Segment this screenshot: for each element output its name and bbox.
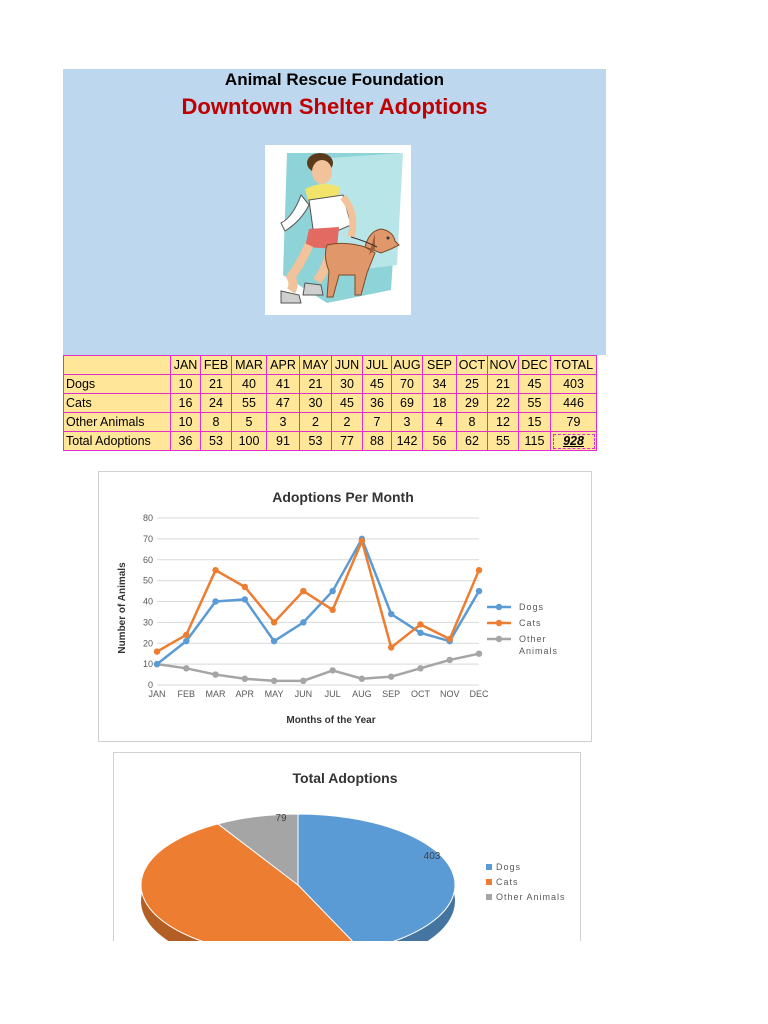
table-cell: 2 bbox=[332, 413, 363, 432]
line-point-dogs bbox=[388, 611, 394, 617]
line-series-other-animals bbox=[157, 654, 479, 681]
line-point-cats bbox=[300, 588, 306, 594]
pie-data-label: 79 bbox=[275, 813, 287, 824]
table-cell: 5 bbox=[232, 413, 267, 432]
table-cell: 22 bbox=[488, 394, 519, 413]
table-cell: 88 bbox=[363, 432, 392, 451]
line-chart-ylabel: Number of Animals bbox=[117, 562, 128, 654]
table-header-row bbox=[64, 356, 597, 375]
line-chart-x-tick: MAR bbox=[205, 689, 226, 699]
line-chart-x-tick: DEC bbox=[469, 689, 489, 699]
table-header-cell: FEB bbox=[201, 356, 232, 375]
table-cell: 24 bbox=[201, 394, 232, 413]
line-point-cats bbox=[183, 632, 189, 638]
table-cell: 21 bbox=[300, 375, 332, 394]
line-point-cats bbox=[476, 567, 482, 573]
table-row bbox=[64, 432, 597, 451]
table-cell: 29 bbox=[457, 394, 488, 413]
table-cell: 55 bbox=[232, 394, 267, 413]
line-point-dogs bbox=[154, 661, 160, 667]
table-header-cell: APR bbox=[267, 356, 300, 375]
table-cell: 40 bbox=[232, 375, 267, 394]
line-point-dogs bbox=[300, 619, 306, 625]
line-point-other-animals bbox=[388, 673, 394, 679]
line-point-cats bbox=[447, 636, 453, 642]
pie-legend-label: Other Animals bbox=[496, 892, 566, 902]
line-chart-y-tick: 60 bbox=[142, 554, 153, 565]
line-chart-y-tick: 0 bbox=[147, 680, 153, 690]
table-cell: 8 bbox=[457, 413, 488, 432]
line-chart-y-tick: 70 bbox=[142, 533, 153, 544]
table-cell: 8 bbox=[201, 413, 232, 432]
table-cell: 30 bbox=[300, 394, 332, 413]
pie-legend-swatch bbox=[486, 879, 492, 885]
line-chart-x-tick: JUL bbox=[324, 689, 341, 699]
line-chart-svg bbox=[99, 472, 591, 741]
table-header-cell: JUL bbox=[363, 356, 392, 375]
table-header-cell: JAN bbox=[171, 356, 201, 375]
table-cell: 45 bbox=[519, 375, 551, 394]
line-point-cats bbox=[271, 619, 277, 625]
line-chart-x-tick: OCT bbox=[410, 689, 430, 699]
table-cell: 115 bbox=[519, 432, 551, 451]
table-row bbox=[64, 375, 597, 394]
line-chart-x-tick: APR bbox=[235, 689, 255, 699]
line-chart-y-tick: 40 bbox=[142, 596, 153, 607]
table-row bbox=[64, 394, 597, 413]
line-point-other-animals bbox=[212, 671, 218, 677]
line-point-dogs bbox=[212, 598, 218, 604]
line-chart-x-tick: FEB bbox=[177, 689, 196, 699]
line-point-dogs bbox=[242, 596, 248, 602]
line-point-cats bbox=[417, 621, 423, 627]
table-cell: 25 bbox=[457, 375, 488, 394]
legend-marker bbox=[496, 620, 502, 626]
table-cell: 18 bbox=[423, 394, 457, 413]
table-cell: 91 bbox=[267, 432, 300, 451]
table-header-cell: JUN bbox=[332, 356, 363, 375]
line-chart-y-tick: 30 bbox=[142, 617, 153, 628]
legend-marker bbox=[496, 604, 502, 610]
table-row-label: Total Adoptions bbox=[64, 432, 171, 451]
table-cell: 70 bbox=[392, 375, 423, 394]
table-header-cell: OCT bbox=[457, 356, 488, 375]
table-cell: 45 bbox=[363, 375, 392, 394]
pie-chart-title: Total Adoptions bbox=[292, 770, 398, 786]
table-cell: 100 bbox=[232, 432, 267, 451]
table-row-label: Dogs bbox=[64, 375, 171, 394]
line-point-other-animals bbox=[359, 676, 365, 682]
table-cell: 10 bbox=[171, 375, 201, 394]
page-title: Downtown Shelter Adoptions bbox=[181, 94, 488, 119]
table-cell: 2 bbox=[300, 413, 332, 432]
table-cell: 34 bbox=[423, 375, 457, 394]
pie-legend-swatch bbox=[486, 864, 492, 870]
line-chart-y-tick: 50 bbox=[142, 575, 153, 586]
table-cell: 16 bbox=[171, 394, 201, 413]
line-point-other-animals bbox=[242, 676, 248, 682]
table-cell: 7 bbox=[363, 413, 392, 432]
table-cell: 55 bbox=[519, 394, 551, 413]
line-chart-xlabel: Months of the Year bbox=[286, 715, 376, 726]
table-cell: 56 bbox=[423, 432, 457, 451]
line-point-dogs bbox=[183, 638, 189, 644]
table-total-cell: 79 bbox=[551, 413, 597, 432]
table-cell: 69 bbox=[392, 394, 423, 413]
table-cell: 4 bbox=[423, 413, 457, 432]
line-chart-title: Adoptions Per Month bbox=[272, 489, 414, 505]
line-point-dogs bbox=[329, 588, 335, 594]
table-header-cell: MAR bbox=[232, 356, 267, 375]
table-row bbox=[64, 413, 597, 432]
man-walking-dog-clipart bbox=[265, 145, 411, 315]
table-cell: 41 bbox=[267, 375, 300, 394]
table-cell: 3 bbox=[267, 413, 300, 432]
line-point-cats bbox=[329, 607, 335, 613]
pie-data-label: 403 bbox=[423, 851, 441, 862]
table-cell: 36 bbox=[363, 394, 392, 413]
table-corner-cell bbox=[64, 356, 171, 375]
line-chart-x-tick: AUG bbox=[352, 689, 372, 699]
line-point-other-animals bbox=[183, 665, 189, 671]
line-chart bbox=[98, 471, 592, 742]
pie-legend-label: Dogs bbox=[496, 862, 522, 872]
table-header-cell: DEC bbox=[519, 356, 551, 375]
table-cell: 55 bbox=[488, 432, 519, 451]
line-point-other-animals bbox=[271, 678, 277, 684]
line-point-cats bbox=[388, 644, 394, 650]
table-total-cell: 446 bbox=[551, 394, 597, 413]
line-point-cats bbox=[212, 567, 218, 573]
table-total-cell: 928 bbox=[551, 432, 597, 451]
line-chart-y-tick: 20 bbox=[142, 638, 153, 649]
line-chart-x-tick: JAN bbox=[148, 689, 166, 699]
line-chart-x-tick: JUN bbox=[294, 689, 313, 699]
table-total-cell: 403 bbox=[551, 375, 597, 394]
line-point-dogs bbox=[417, 630, 423, 636]
table-cell: 10 bbox=[171, 413, 201, 432]
line-point-other-animals bbox=[300, 678, 306, 684]
line-legend-label: Animals bbox=[519, 646, 559, 656]
legend-marker bbox=[496, 636, 502, 642]
table-cell: 30 bbox=[332, 375, 363, 394]
table-header-cell: SEP bbox=[423, 356, 457, 375]
table-cell: 45 bbox=[332, 394, 363, 413]
line-point-other-animals bbox=[447, 657, 453, 663]
line-point-other-animals bbox=[476, 650, 482, 656]
table-cell: 53 bbox=[300, 432, 332, 451]
table-row-label: Other Animals bbox=[64, 413, 171, 432]
line-legend-label: Dogs bbox=[519, 602, 545, 612]
table-cell: 12 bbox=[488, 413, 519, 432]
table-header-cell: MAY bbox=[300, 356, 332, 375]
line-point-dogs bbox=[476, 588, 482, 594]
line-chart-y-tick: 10 bbox=[142, 659, 153, 670]
line-point-cats bbox=[359, 538, 365, 544]
table-cell: 62 bbox=[457, 432, 488, 451]
pie-legend-swatch bbox=[486, 894, 492, 900]
table-cell: 3 bbox=[392, 413, 423, 432]
pie-chart bbox=[113, 752, 581, 941]
pie-legend-label: Cats bbox=[496, 877, 519, 887]
table-header-cell: NOV bbox=[488, 356, 519, 375]
table-header-cell: AUG bbox=[392, 356, 423, 375]
table-cell: 15 bbox=[519, 413, 551, 432]
line-point-dogs bbox=[271, 638, 277, 644]
table-cell: 21 bbox=[488, 375, 519, 394]
line-chart-x-tick: SEP bbox=[382, 689, 401, 699]
line-legend-label: Cats bbox=[519, 618, 542, 628]
table-cell: 142 bbox=[392, 432, 423, 451]
table-cell: 53 bbox=[201, 432, 232, 451]
table-row-label: Cats bbox=[64, 394, 171, 413]
table-cell: 77 bbox=[332, 432, 363, 451]
pie-chart-svg bbox=[114, 753, 580, 941]
line-point-cats bbox=[154, 648, 160, 654]
line-point-other-animals bbox=[329, 667, 335, 673]
clipart-svg bbox=[265, 145, 411, 315]
table-cell: 21 bbox=[201, 375, 232, 394]
table-cell: 47 bbox=[267, 394, 300, 413]
line-chart-x-tick: NOV bbox=[439, 689, 460, 699]
line-chart-x-tick: MAY bbox=[264, 689, 284, 699]
line-point-cats bbox=[242, 584, 248, 590]
line-point-other-animals bbox=[417, 665, 423, 671]
adoptions-table bbox=[63, 355, 597, 451]
line-legend-label: Other bbox=[519, 634, 547, 644]
table-cell: 36 bbox=[171, 432, 201, 451]
line-chart-y-tick: 80 bbox=[142, 513, 153, 523]
org-title: Animal Rescue Foundation bbox=[224, 70, 445, 89]
table-header-cell: TOTAL bbox=[551, 356, 597, 375]
